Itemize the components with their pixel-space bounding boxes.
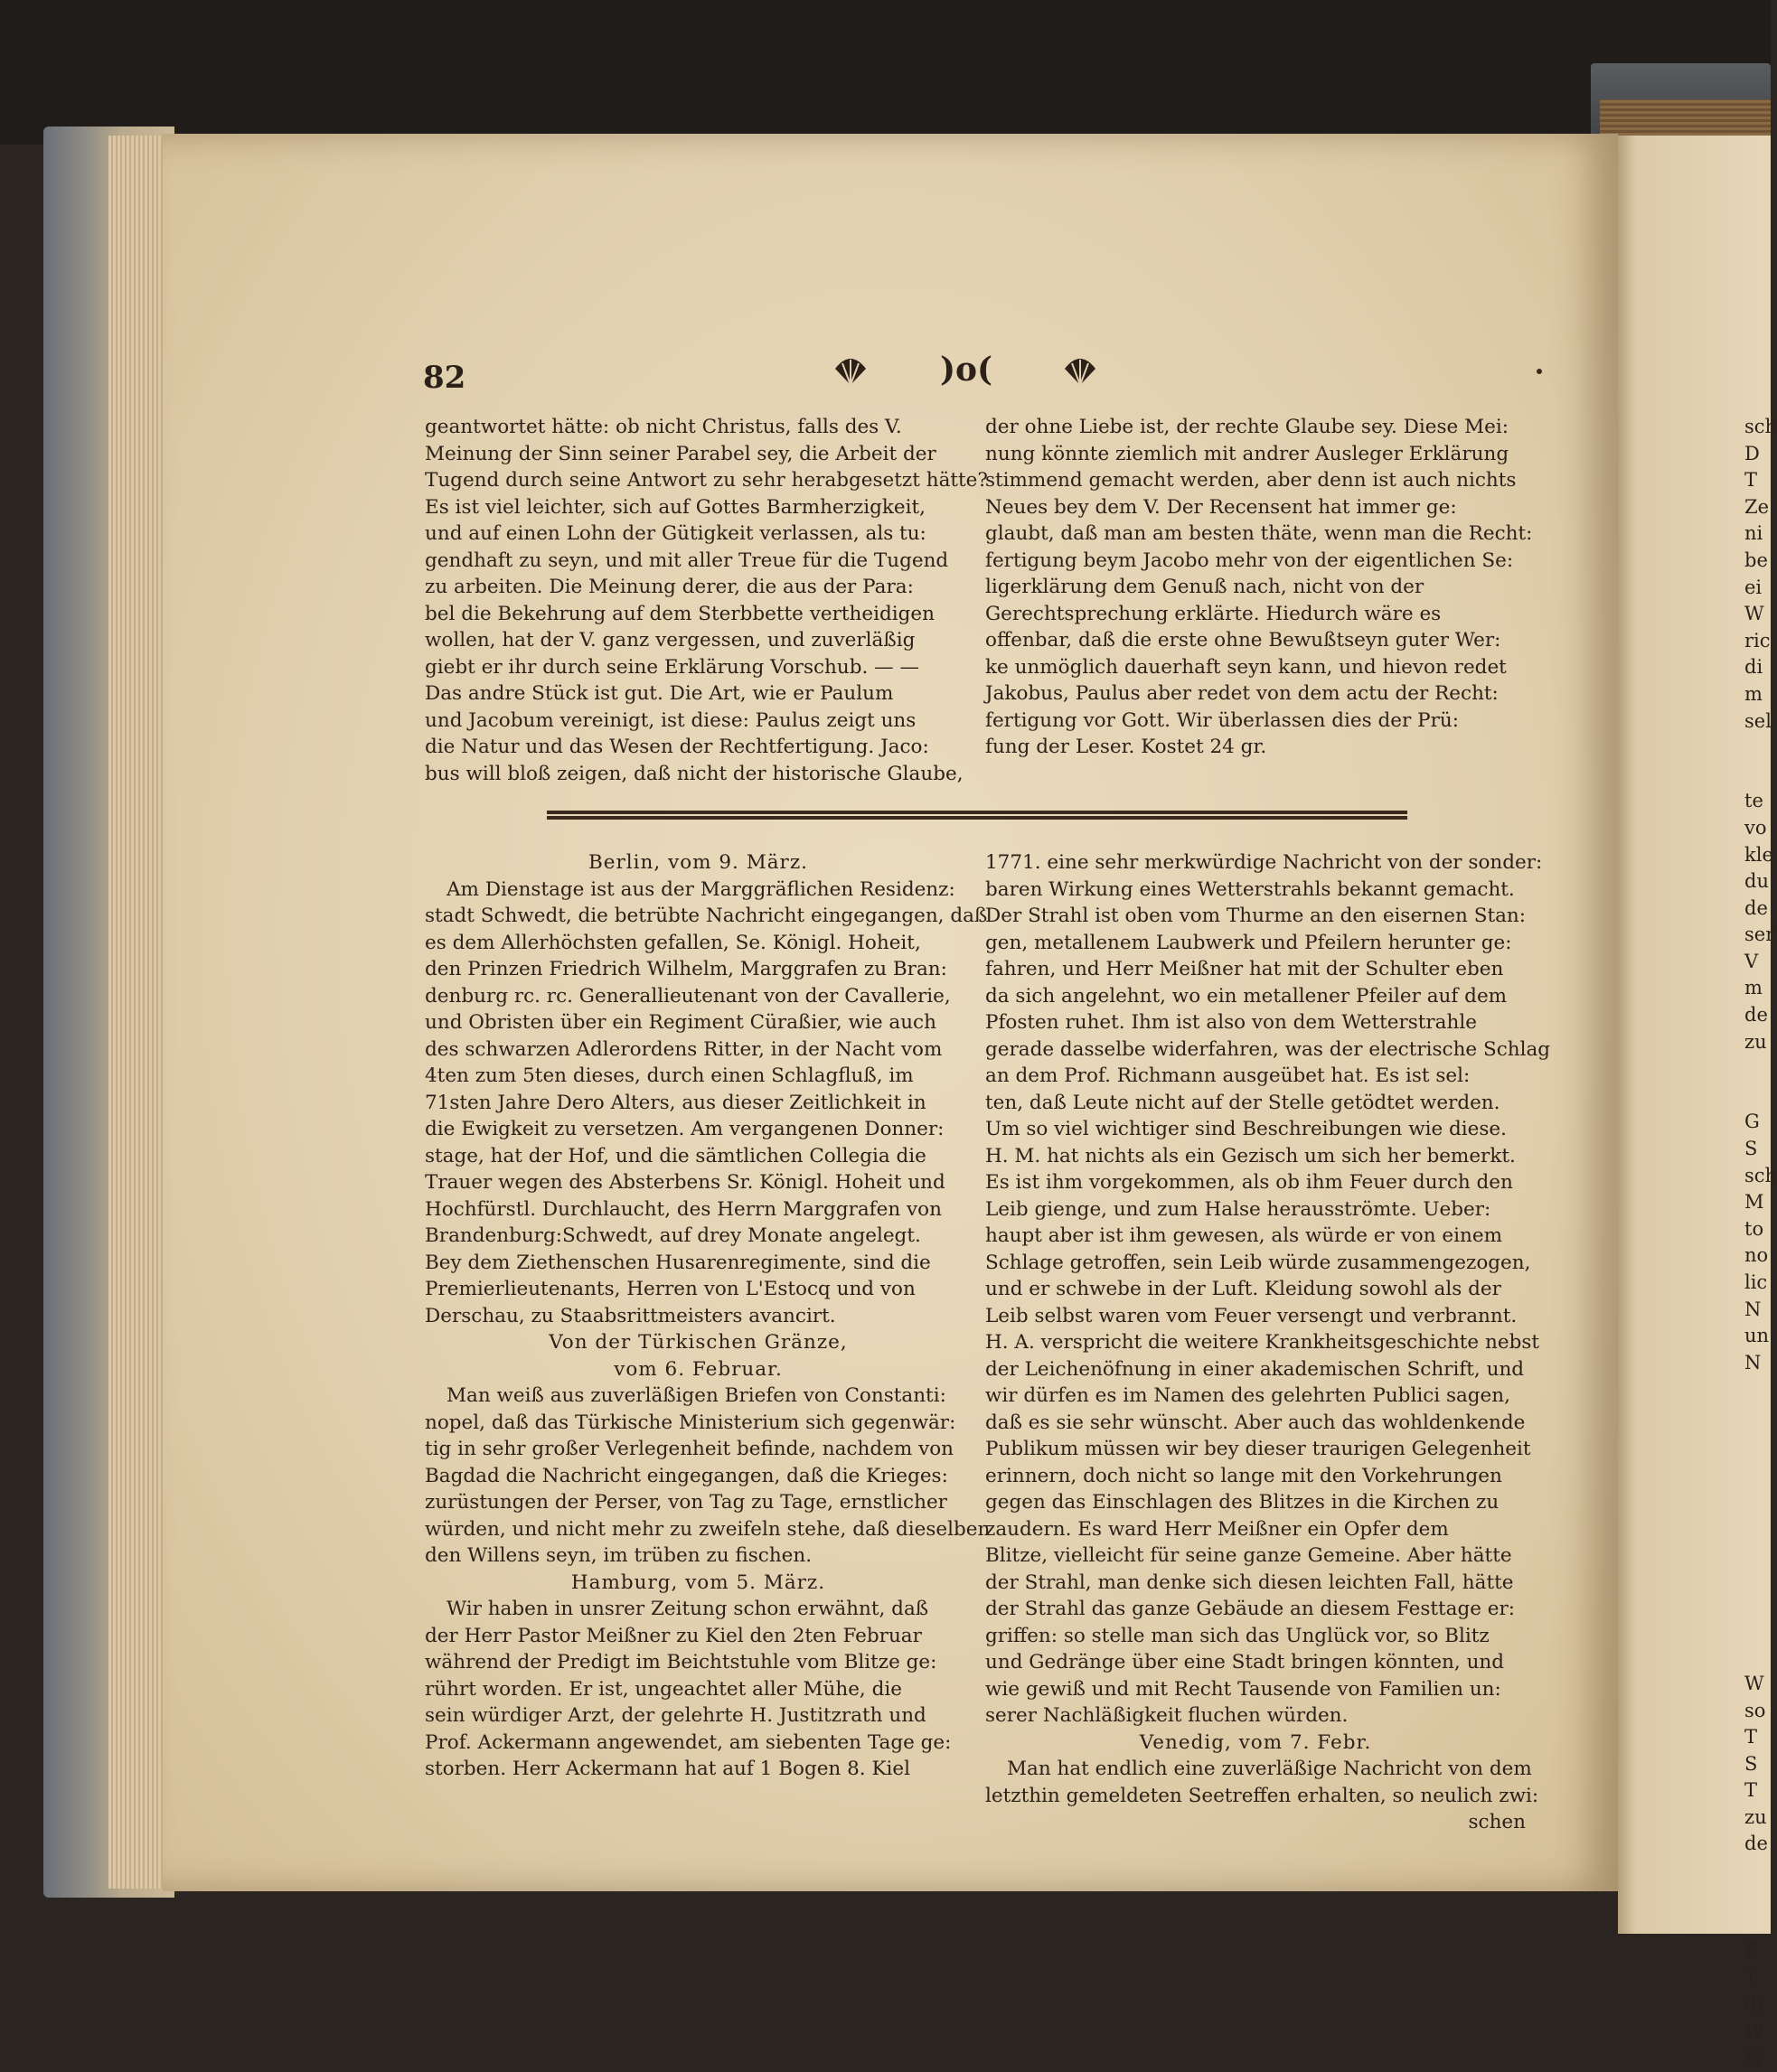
text-line: würden, und nicht mehr zu zweifeln stehe, daß dieselben — [425, 1517, 991, 1541]
text-line: und er schwebe in der Luft. Kleidung sowohl als der — [985, 1278, 1501, 1300]
text-line: gerade dasselbe widerfahren, was der electrische Schlag — [985, 1037, 1551, 1061]
text-line: Am Dienstage ist aus der Marggräflichen Residenz: — [447, 877, 955, 901]
article-heading: Von der Türkischen Gränze, — [549, 1331, 848, 1354]
text-line: zu arbeiten. Die Meinung derer, die aus der Para: — [425, 576, 914, 598]
margin-fragment: S — [1744, 1752, 1758, 1775]
text-line: es dem Allerhöchsten gefallen, Se. Königl. Hoheit, — [425, 931, 921, 954]
ink-dot — [1537, 369, 1542, 374]
text-line: H. A. verspricht die weitere Krankheitsgeschichte nebst — [985, 1331, 1540, 1354]
text-line: der Leichenöfnung in einer akademischen Schrift, und — [985, 1357, 1525, 1381]
margin-fragment — [1744, 1617, 1771, 1645]
text-line: Trauer wegen des Absterbens Sr. Königl. Hoheit und — [425, 1171, 945, 1194]
article-heading: Venedig, vom 7. Febr. — [1139, 1730, 1372, 1754]
text-line: während der Predigt im Beichtstuhle vom Blitze ge: — [425, 1651, 937, 1674]
margin-fragment: N — [1744, 1351, 1762, 1374]
margin-fragment — [1744, 735, 1771, 762]
margin-fragment: G — [1744, 1111, 1760, 1133]
text-line: gen, metallenem Laubwerk und Pfeilern herunter ge: — [985, 931, 1512, 954]
text-line: ligerklärung dem Genuß nach, nicht von der — [985, 576, 1424, 598]
margin-fragment — [1744, 1484, 1771, 1511]
text-line: Jakobus, Paulus aber redet von dem actu der Recht: — [985, 682, 1499, 705]
text-line: glaubt, daß man am besten thäte, wenn man die Recht: — [985, 522, 1533, 545]
column-bottom-right — [985, 849, 1551, 1836]
margin-fragment: sch — [1744, 1164, 1777, 1186]
text-line: und Jacobum vereinigt, ist diese: Paulus zeigt uns — [425, 708, 917, 732]
margin-fragment: sel — [1744, 709, 1772, 732]
background-dark — [0, 0, 1771, 145]
text-line: fertigung beym Jacobo mehr von der eigentlichen Se: — [985, 548, 1514, 572]
text-line: der ohne Liebe ist, der rechte Glaube sey. Diese Mei: — [985, 416, 1509, 438]
text-line: und Obristen über ein Regiment Cüraßier, wie auch — [425, 1011, 936, 1034]
margin-fragment: vo — [1744, 816, 1767, 839]
text-line: Um so viel wichtiger sind Beschreibungen wie diese. — [985, 1118, 1507, 1140]
text-line: stadt Schwedt, die betrübte Nachricht eingegangen, daß — [425, 905, 988, 927]
margin-fragment: ric — [1744, 629, 1771, 652]
margin-fragment — [1744, 1911, 1771, 1938]
margin-fragment — [1744, 762, 1771, 789]
text-line: Publikum müssen wir bey dieser traurigen Gelegenheit — [985, 1438, 1531, 1460]
article-heading: Hamburg, vom 5. März. — [570, 1570, 826, 1594]
margin-fragment: di — [1744, 656, 1763, 679]
text-line: gegen das Einschlagen des Blitzes in die Kirchen zu — [985, 1491, 1500, 1514]
margin-fragment — [1744, 1510, 1771, 1537]
text-line: baren Wirkung eines Wetterstrahls bekannt gemacht. — [985, 877, 1515, 901]
shell-ornament-icon — [832, 354, 870, 389]
margin-fragment: de — [1744, 1833, 1768, 1855]
text-line: fung der Leser. Kostet 24 gr. — [985, 736, 1267, 758]
margin-fragment: de — [1744, 1004, 1768, 1027]
margin-fragment — [1744, 1457, 1771, 1484]
text-line: letzthin gemeldeten Seetreffen erhalten, so neulich zwi: — [985, 1784, 1539, 1807]
margin-fragment: no — [1744, 1244, 1769, 1267]
text-line: die Natur und das Wesen der Rechtfertigung. Jaco: — [425, 736, 929, 758]
text-line: 4ten zum 5ten dieses, durch einen Schlagfluß, im — [425, 1064, 914, 1087]
text-line: wie gewiß und mit Recht Tausende von Familien un: — [985, 1677, 1501, 1701]
margin-fragment: W — [1744, 603, 1764, 625]
text-line: stage, hat der Hof, und die sämtlichen Collegia die — [425, 1144, 926, 1167]
text-line: 1771. eine sehr merkwürdige Nachricht von der sonder: — [985, 851, 1543, 874]
text-line: H. M. hat nichts als ein Gezisch um sich her bemerkt. — [985, 1144, 1516, 1167]
margin-fragment: di — [1744, 1993, 1763, 2016]
text-line: Schlage getroffen, sein Leib würde zusammengezogen, — [985, 1251, 1531, 1274]
margin-fragment: W — [1744, 1672, 1764, 1694]
margin-fragment: ni — [1744, 522, 1763, 545]
margin-fragment: T — [1744, 1779, 1758, 1802]
text-line: nopel, daß das Türkische Ministerium sich gegenwär: — [425, 1411, 956, 1434]
text-line: Es ist ihm vorgekommen, als ob ihm Feuer durch den — [985, 1171, 1513, 1194]
text-line: zaudern. Es ward Herr Meißner ein Opfer dem — [985, 1517, 1449, 1541]
margin-fragment: T — [1744, 1966, 1758, 1989]
margin-fragment: W — [1744, 2020, 1764, 2042]
margin-fragment: du — [1744, 870, 1769, 893]
text-line: Bey dem Ziethenschen Husarenregimente, sind die — [425, 1251, 931, 1274]
text-line: Gerechtsprechung erklärte. Hiedurch wäre es — [985, 602, 1442, 625]
margin-fragment: un — [1744, 1325, 1770, 1347]
text-line: Neues bey dem V. Der Recensent hat immer ge: — [985, 495, 1457, 519]
margin-fragment: to — [1744, 1217, 1764, 1240]
margin-fragment: ser — [1744, 923, 1775, 946]
text-line: Bagdad die Nachricht eingegangen, daß die Krieges: — [425, 1464, 948, 1487]
text-line: Leib gienge, und zum Halse herausströmte. Ueber: — [985, 1197, 1491, 1221]
margin-fragment: T — [1744, 1726, 1758, 1749]
margin-fragment: V — [1744, 950, 1759, 972]
text-line: wir dürfen es im Namen des gelehrten Publici sagen, — [985, 1384, 1510, 1407]
header-ornaments — [832, 351, 1130, 405]
text-line: Leib selbst waren vom Feuer versengt und verbrannt. — [985, 1304, 1518, 1327]
margin-fragment: te — [1744, 790, 1763, 812]
text-line: den Prinzen Friedrich Wilhelm, Marggrafen zu Bran: — [425, 958, 947, 980]
text-line: haupt aber ist ihm gewesen, als würde er von einem — [985, 1224, 1502, 1247]
text-line: bus will bloß zeigen, daß nicht der historische Glaube, — [425, 762, 964, 785]
header-ornament-center: )o( — [940, 351, 993, 389]
text-line: bel die Bekehrung auf dem Sterbbette vertheidigen — [425, 602, 935, 625]
text-line: giebt er ihr durch seine Erklärung Vorschub. — — — [425, 655, 919, 679]
margin-fragment: de — [1744, 896, 1768, 919]
margin-fragment — [1744, 1590, 1771, 1617]
margin-fragment: kle — [1744, 843, 1773, 866]
margin-fragment — [1744, 1083, 1771, 1110]
text-line: Meinung der Sinn seiner Parabel sey, die Arbeit der — [425, 442, 936, 465]
text-line: da sich angelehnt, wo ein metallener Pfeiler auf dem — [985, 984, 1508, 1008]
margin-fragment: so — [1744, 1699, 1766, 1721]
text-line: tig in sehr großer Verlegenheit befinde, nachdem von — [425, 1438, 954, 1460]
section-divider-rule — [547, 811, 1407, 820]
text-line: Es ist viel leichter, sich auf Gottes Barmherzigkeit, — [425, 495, 926, 519]
text-line: zurüstungen der Perser, von Tag zu Tage, ernstlicher — [425, 1491, 947, 1514]
text-line: Man weiß aus zuverläßigen Briefen von Constanti: — [447, 1384, 946, 1407]
text-line: wollen, hat der V. ganz vergessen, und zuverläßig — [425, 629, 916, 652]
text-line: nung könnte ziemlich mit andrer Ausleger Erklärung — [985, 442, 1509, 465]
margin-fragment: M — [1744, 1191, 1764, 1214]
margin-fragment — [1744, 1537, 1771, 1564]
text-line: offenbar, daß die erste ohne Bewußtseyn guter Wer: — [985, 629, 1501, 652]
margin-fragment — [1744, 1430, 1771, 1458]
column-top-left — [425, 414, 988, 787]
text-line: an dem Prof. Richmann ausgeübet hat. Es ist sel: — [985, 1064, 1471, 1087]
margin-fragment: m — [1744, 977, 1763, 999]
margin-fragment: S — [1744, 1138, 1758, 1160]
margin-fragment: sch — [1744, 416, 1777, 437]
shell-ornament-icon — [1061, 354, 1099, 389]
text-line: Blitze, vielleicht für seine ganze Gemeine. Aber hätte — [985, 1544, 1512, 1567]
margin-fragment: E — [1744, 1939, 1759, 1962]
margin-fragment — [1744, 1644, 1771, 1671]
column-top-right — [985, 414, 1533, 761]
margin-fragment — [1744, 1055, 1771, 1083]
text-line: ten, daß Leute nicht auf der Stelle getödtet werden. — [985, 1091, 1500, 1114]
margin-fragment — [1744, 1885, 1771, 1912]
text-line: erinnern, doch nicht so lange mit den Vorkehrungen — [985, 1464, 1502, 1487]
margin-fragment: m — [1744, 682, 1763, 705]
margin-fragment — [1744, 1564, 1771, 1591]
margin-fragment: zu — [1744, 1805, 1767, 1828]
article-heading: Berlin, vom 9. März. — [588, 851, 808, 874]
text-line: Hochfürstl. Durchlaucht, des Herrn Marggrafen von — [425, 1197, 942, 1221]
text-line: Derschau, zu Staabsrittmeisters avancirt. — [425, 1304, 836, 1327]
text-line: und Gedränge über eine Stadt bringen könnten, und — [985, 1651, 1505, 1674]
text-line: den Willens seyn, im trüben zu fischen. — [425, 1544, 813, 1567]
text-line: geantwortet hätte: ob nicht Christus, falls des V. — [425, 416, 902, 438]
margin-fragment: ei — [1744, 576, 1763, 598]
text-line: serer Nachläßigkeit fluchen würden. — [985, 1704, 1349, 1727]
text-line: stimmend gemacht werden, aber denn ist auch nichts — [985, 469, 1517, 492]
margin-fragment: be — [1744, 548, 1768, 571]
text-line: griffen: so stelle man sich das Unglück vor, so Blitz — [985, 1624, 1490, 1647]
text-line: Das andre Stück ist gut. Die Art, wie er Paulum — [425, 682, 894, 705]
text-line: 71sten Jahre Dero Alters, aus dieser Zeitlichkeit in — [425, 1091, 926, 1114]
column-bottom-left — [425, 849, 991, 1783]
text-line: fahren, und Herr Meißner hat mit der Schulter eben — [985, 958, 1504, 980]
text-line: Wir haben in unsrer Zeitung schon erwähnt, daß — [447, 1598, 929, 1620]
text-line: fertigung vor Gott. Wir überlassen dies der Prü: — [985, 708, 1459, 732]
margin-fragment: zu — [1744, 1030, 1767, 1053]
margin-fragment: lic — [1744, 1271, 1768, 1293]
text-line: Tugend durch seine Antwort zu sehr herabgesetzt hätte? — [425, 469, 988, 492]
text-line: Man hat endlich eine zuverläßige Nachricht von dem — [1007, 1758, 1532, 1780]
text-line: der Herr Pastor Meißner zu Kiel den 2ten Februar — [425, 1624, 922, 1647]
right-page-edges — [1600, 99, 1771, 136]
text-line: Brandenburg:Schwedt, auf drey Monate angelegt. — [425, 1224, 921, 1247]
text-line: der Strahl, man denke sich diesen leichten Fall, hätte — [985, 1570, 1514, 1594]
text-line: Premierlieutenants, Herren von L'Estocq und von — [425, 1278, 916, 1300]
text-line: die Ewigkeit zu versetzen. Am vergangenen Donner: — [425, 1118, 945, 1140]
margin-fragment — [1744, 1376, 1771, 1403]
text-line: Der Strahl ist oben vom Thurme an den eisernen Stan: — [985, 905, 1526, 927]
text-line: des schwarzen Adlerordens Ritter, in der Nacht vom — [425, 1037, 943, 1061]
page-number: 82 — [423, 360, 466, 396]
margin-fragment: W — [1744, 2047, 1764, 2069]
margin-fragment: D — [1744, 442, 1760, 464]
margin-fragment: Ze — [1744, 495, 1770, 518]
text-line: schen — [1468, 1811, 1526, 1833]
margin-fragment — [1744, 1858, 1771, 1885]
margin-fragment: N — [1744, 1298, 1762, 1320]
text-line: der Strahl das ganze Gebäude an diesem Festtage er: — [985, 1598, 1516, 1620]
article-heading: vom 6. Februar. — [614, 1357, 783, 1381]
text-line: gendhaft zu seyn, und mit aller Treue für die Tugend — [425, 548, 949, 572]
text-line: denburg rc. rc. Generallieutenant von der Cavallerie, — [425, 984, 951, 1008]
margin-fragment — [1744, 1403, 1771, 1430]
text-line: Prof. Ackermann angewendet, am siebenten Tage ge: — [425, 1730, 952, 1754]
text-line: storben. Herr Ackermann hat auf 1 Bogen 8. Kiel — [425, 1758, 910, 1780]
text-line: daß es sie sehr wünscht. Aber auch das wohldenkende — [985, 1411, 1526, 1434]
text-line: und auf einen Lohn der Gütigkeit verlassen, als tu: — [425, 522, 926, 545]
right-page-margin-fragments — [1744, 414, 1777, 2072]
margin-fragment: T — [1744, 469, 1758, 492]
text-line: ke unmöglich dauerhaft seyn kann, und hievon redet — [985, 655, 1507, 679]
text-line: sein würdiger Arzt, der gelehrte H. Justitzrath und — [425, 1704, 926, 1727]
text-line: rührt worden. Er ist, ungeachtet aller Mühe, die — [425, 1677, 902, 1701]
text-line: Pfosten ruhet. Ihm ist also von dem Wetterstrahle — [985, 1011, 1477, 1034]
